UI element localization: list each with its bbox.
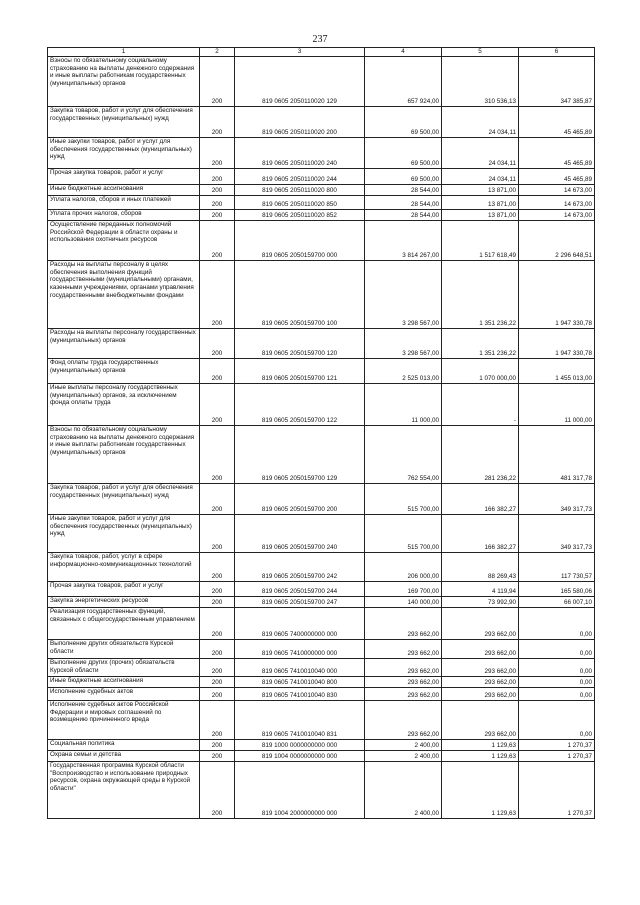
unexecuted-amount: 347 385,87	[519, 57, 595, 107]
unexecuted-amount: 66 007,10	[519, 597, 595, 608]
approved-amount: 2 400,00	[365, 762, 442, 819]
executed-amount: 1 070 000,00	[442, 359, 519, 384]
line-code: 200	[200, 261, 235, 329]
executed-amount: 4 119,94	[442, 582, 519, 597]
line-code: 200	[200, 608, 235, 640]
approved-amount: 2 400,00	[365, 751, 442, 762]
unexecuted-amount: 1 947 330,78	[519, 329, 595, 359]
approved-amount: 28 544,00	[365, 185, 442, 196]
budget-classification-code: 819 1004 0000000000 000	[235, 751, 365, 762]
approved-amount: 3 298 567,00	[365, 329, 442, 359]
unexecuted-amount: 11 000,00	[519, 384, 595, 426]
budget-classification-code: 819 1004 2000000000 000	[235, 762, 365, 819]
item-name: Закупка товаров, работ и услуг для обеспечения государственных (муниципальных) нужд	[48, 107, 200, 138]
unexecuted-amount: 1 455 013,00	[519, 359, 595, 384]
executed-amount: 24 034,11	[442, 107, 519, 138]
unexecuted-amount: 1 270,37	[519, 751, 595, 762]
executed-amount: 1 129,63	[442, 762, 519, 819]
approved-amount: 69 500,00	[365, 107, 442, 138]
item-name: Социальная политика	[48, 740, 200, 751]
item-name: Выполнение других обязательств Курской области	[48, 640, 200, 659]
line-code: 200	[200, 484, 235, 515]
executed-amount: 13 871,00	[442, 210, 519, 221]
line-code: 200	[200, 196, 235, 210]
unexecuted-amount: 0,00	[519, 701, 595, 740]
budget-classification-code: 819 0605 2050159700 000	[235, 221, 365, 261]
budget-classification-code: 819 0605 2050110020 852	[235, 210, 365, 221]
line-code: 200	[200, 740, 235, 751]
table-row	[48, 677, 595, 688]
line-code: 200	[200, 751, 235, 762]
item-name: Иные бюджетные ассигнования	[48, 185, 200, 196]
item-name: Прочая закупка товаров, работ и услуг	[48, 582, 200, 597]
executed-amount: 13 871,00	[442, 185, 519, 196]
budget-classification-code: 819 0605 2050110020 200	[235, 107, 365, 138]
item-name: Взносы по обязательному социальному страхованию на выплаты денежного содержания и иные выплаты работникам государственных (муниципальных) органов	[48, 57, 200, 107]
line-code: 200	[200, 384, 235, 426]
unexecuted-amount: 481 317,78	[519, 426, 595, 484]
table-row	[48, 597, 595, 608]
line-code: 200	[200, 553, 235, 582]
approved-amount: 762 554,00	[365, 426, 442, 484]
line-code: 200	[200, 107, 235, 138]
table-row	[48, 659, 595, 677]
executed-amount: 24 034,11	[442, 138, 519, 169]
budget-classification-code: 819 0605 2050110020 850	[235, 196, 365, 210]
unexecuted-amount: 1 270,37	[519, 740, 595, 751]
approved-amount: 11 000,00	[365, 384, 442, 426]
column-header: 6	[519, 48, 595, 57]
table-row	[48, 751, 595, 762]
executed-amount: 293 662,00	[442, 701, 519, 740]
approved-amount: 293 662,00	[365, 608, 442, 640]
approved-amount: 2 400,00	[365, 740, 442, 751]
table-row	[48, 107, 595, 138]
approved-amount: 3 814 267,00	[365, 221, 442, 261]
approved-amount: 657 924,00	[365, 57, 442, 107]
table-row	[48, 608, 595, 640]
budget-classification-code: 819 0605 7400000000 000	[235, 608, 365, 640]
table-row	[48, 169, 595, 185]
executed-amount: 24 034,11	[442, 169, 519, 185]
table-row	[48, 640, 595, 659]
unexecuted-amount: 0,00	[519, 659, 595, 677]
budget-classification-code: 819 0605 7410010040 830	[235, 688, 365, 701]
approved-amount: 206 000,00	[365, 553, 442, 582]
executed-amount: 166 382,27	[442, 484, 519, 515]
column-header: 5	[442, 48, 519, 57]
approved-amount: 69 500,00	[365, 138, 442, 169]
table-row	[48, 426, 595, 484]
executed-amount: 88 269,43	[442, 553, 519, 582]
unexecuted-amount: 0,00	[519, 640, 595, 659]
budget-classification-code: 819 0605 2050159700 122	[235, 384, 365, 426]
executed-amount: 166 382,27	[442, 515, 519, 553]
line-code: 200	[200, 426, 235, 484]
budget-classification-code: 819 0605 2050110020 240	[235, 138, 365, 169]
item-name: Уплата прочих налогов, сборов	[48, 210, 200, 221]
approved-amount: 293 662,00	[365, 688, 442, 701]
approved-amount: 69 500,00	[365, 169, 442, 185]
executed-amount: 1 517 618,49	[442, 221, 519, 261]
unexecuted-amount: 165 580,06	[519, 582, 595, 597]
table-row	[48, 582, 595, 597]
line-code: 200	[200, 185, 235, 196]
unexecuted-amount: 45 465,89	[519, 138, 595, 169]
budget-classification-code: 819 1000 0000000000 000	[235, 740, 365, 751]
executed-amount: 293 662,00	[442, 608, 519, 640]
item-name: Иные бюджетные ассигнования	[48, 677, 200, 688]
executed-amount: 293 662,00	[442, 677, 519, 688]
item-name: Исполнение судебных актов Российской Федерации и мировых соглашений по возмещению причиненного вреда	[48, 701, 200, 740]
page-number: 237	[312, 34, 328, 45]
item-name: Закупка товаров, работ и услуг для обеспечения государственных (муниципальных) нужд	[48, 484, 200, 515]
unexecuted-amount: 2 296 648,51	[519, 221, 595, 261]
budget-classification-code: 819 0605 2050159700 242	[235, 553, 365, 582]
line-code: 200	[200, 701, 235, 740]
unexecuted-amount: 1 947 330,78	[519, 261, 595, 329]
table-row	[48, 138, 595, 169]
executed-amount: 293 662,00	[442, 640, 519, 659]
unexecuted-amount: 14 673,00	[519, 210, 595, 221]
budget-classification-code: 819 0605 2050110020 244	[235, 169, 365, 185]
budget-classification-code: 819 0605 2050159700 240	[235, 515, 365, 553]
approved-amount: 515 700,00	[365, 484, 442, 515]
budget-classification-code: 819 0605 2050159700 121	[235, 359, 365, 384]
column-header: 4	[365, 48, 442, 57]
item-name: Государственная программа Курской области "Воспроизводство и использование природных ресурсов, охрана окружающей среды в Курской области"	[48, 762, 200, 819]
item-name: Исполнение судебных актов	[48, 688, 200, 701]
unexecuted-amount: 349 317,73	[519, 484, 595, 515]
header-row	[48, 48, 595, 57]
approved-amount: 293 662,00	[365, 677, 442, 688]
executed-amount: 1 129,63	[442, 740, 519, 751]
approved-amount: 3 298 567,00	[365, 261, 442, 329]
approved-amount: 293 662,00	[365, 659, 442, 677]
item-name: Прочая закупка товаров, работ и услуг	[48, 169, 200, 185]
executed-amount: 281 236,22	[442, 426, 519, 484]
column-header: 1	[48, 48, 200, 57]
line-code: 200	[200, 677, 235, 688]
table-row	[48, 359, 595, 384]
unexecuted-amount: 45 465,89	[519, 107, 595, 138]
item-name: Иные выплаты персоналу государственных (муниципальных) органов, за исключением фонда оплаты труда	[48, 384, 200, 426]
line-code: 200	[200, 640, 235, 659]
budget-classification-code: 819 0605 2050159700 100	[235, 261, 365, 329]
item-name: Расходы на выплаты персоналу государственных (муниципальных) органов	[48, 329, 200, 359]
executed-amount: 73 992,90	[442, 597, 519, 608]
budget-classification-code: 819 0605 7410010040 800	[235, 677, 365, 688]
budget-execution-table	[47, 47, 595, 819]
line-code: 200	[200, 169, 235, 185]
budget-classification-code: 819 0605 2050159700 244	[235, 582, 365, 597]
unexecuted-amount: 349 317,73	[519, 515, 595, 553]
item-name: Выполнение других (прочих) обязательств Курской области	[48, 659, 200, 677]
unexecuted-amount: 1 270,37	[519, 762, 595, 819]
line-code: 200	[200, 138, 235, 169]
line-code: 200	[200, 582, 235, 597]
executed-amount: 1 129,63	[442, 751, 519, 762]
item-name: Иные закупки товаров, работ и услуг для обеспечения государственных (муниципальных) нужд	[48, 515, 200, 553]
table-row	[48, 57, 595, 107]
line-code: 200	[200, 221, 235, 261]
budget-classification-code: 819 0605 2050159700 129	[235, 426, 365, 484]
approved-amount: 28 544,00	[365, 196, 442, 210]
unexecuted-amount: 0,00	[519, 688, 595, 701]
table-row	[48, 484, 595, 515]
item-name: Закупка товаров, работ, услуг в сфере информационно-коммуникационных технологий	[48, 553, 200, 582]
table-row	[48, 553, 595, 582]
line-code: 200	[200, 515, 235, 553]
item-name: Реализация государственных функций, связанных с общегосударственным управлением	[48, 608, 200, 640]
unexecuted-amount: 14 673,00	[519, 196, 595, 210]
item-name: Расходы на выплаты персоналу в целях обеспечения выполнения функций государственными (муниципальными) органами, казенными учреждениями, органами управления государственными внебюджетными фондами	[48, 261, 200, 329]
unexecuted-amount: 14 673,00	[519, 185, 595, 196]
table-row	[48, 740, 595, 751]
table-row	[48, 210, 595, 221]
line-code: 200	[200, 762, 235, 819]
line-code: 200	[200, 659, 235, 677]
table-row	[48, 185, 595, 196]
table-row	[48, 515, 595, 553]
budget-classification-code: 819 0605 2050159700 200	[235, 484, 365, 515]
budget-classification-code: 819 0605 7410000000 000	[235, 640, 365, 659]
line-code: 200	[200, 597, 235, 608]
table-body	[48, 57, 595, 819]
unexecuted-amount: 0,00	[519, 677, 595, 688]
unexecuted-amount: 0,00	[519, 608, 595, 640]
table-row	[48, 384, 595, 426]
approved-amount: 515 700,00	[365, 515, 442, 553]
approved-amount: 140 000,00	[365, 597, 442, 608]
item-name: Охрана семьи и детства	[48, 751, 200, 762]
item-name: Взносы по обязательному социальному страхованию на выплаты денежного содержания и иные выплаты работникам государственных (муниципальных) органов	[48, 426, 200, 484]
budget-classification-code: 819 0605 2050110020 129	[235, 57, 365, 107]
approved-amount: 293 662,00	[365, 701, 442, 740]
line-code: 200	[200, 329, 235, 359]
executed-amount: 293 662,00	[442, 659, 519, 677]
column-header: 2	[200, 48, 235, 57]
table-row	[48, 762, 595, 819]
executed-amount: -	[442, 384, 519, 426]
unexecuted-amount: 45 465,89	[519, 169, 595, 185]
executed-amount: 293 662,00	[442, 688, 519, 701]
budget-classification-code: 819 0605 2050110020 800	[235, 185, 365, 196]
item-name: Иные закупки товаров, работ и услуг для обеспечения государственных (муниципальных) нужд	[48, 138, 200, 169]
budget-classification-code: 819 0605 7410010040 000	[235, 659, 365, 677]
item-name: Уплата налогов, сборов и иных платежей	[48, 196, 200, 210]
table-row	[48, 261, 595, 329]
approved-amount: 28 544,00	[365, 210, 442, 221]
table-row	[48, 688, 595, 701]
unexecuted-amount: 117 730,57	[519, 553, 595, 582]
approved-amount: 2 525 013,00	[365, 359, 442, 384]
executed-amount: 1 351 236,22	[442, 261, 519, 329]
budget-classification-code: 819 0605 7410010040 831	[235, 701, 365, 740]
line-code: 200	[200, 57, 235, 107]
table-row	[48, 329, 595, 359]
executed-amount: 1 351 236,22	[442, 329, 519, 359]
line-code: 200	[200, 359, 235, 384]
line-code: 200	[200, 688, 235, 701]
table-row	[48, 196, 595, 210]
budget-classification-code: 819 0605 2050159700 120	[235, 329, 365, 359]
line-code: 200	[200, 210, 235, 221]
item-name: Закупка энергетических ресурсов	[48, 597, 200, 608]
budget-classification-code: 819 0605 2050159700 247	[235, 597, 365, 608]
table-row	[48, 221, 595, 261]
item-name: Осуществление переданных полномочий Российской Федерации в области охраны и использования охотничьих ресурсов	[48, 221, 200, 261]
approved-amount: 169 700,00	[365, 582, 442, 597]
item-name: Фонд оплаты труда государственных (муниципальных) органов	[48, 359, 200, 384]
executed-amount: 310 536,13	[442, 57, 519, 107]
executed-amount: 13 871,00	[442, 196, 519, 210]
table-row	[48, 701, 595, 740]
approved-amount: 293 662,00	[365, 640, 442, 659]
column-header: 3	[235, 48, 365, 57]
